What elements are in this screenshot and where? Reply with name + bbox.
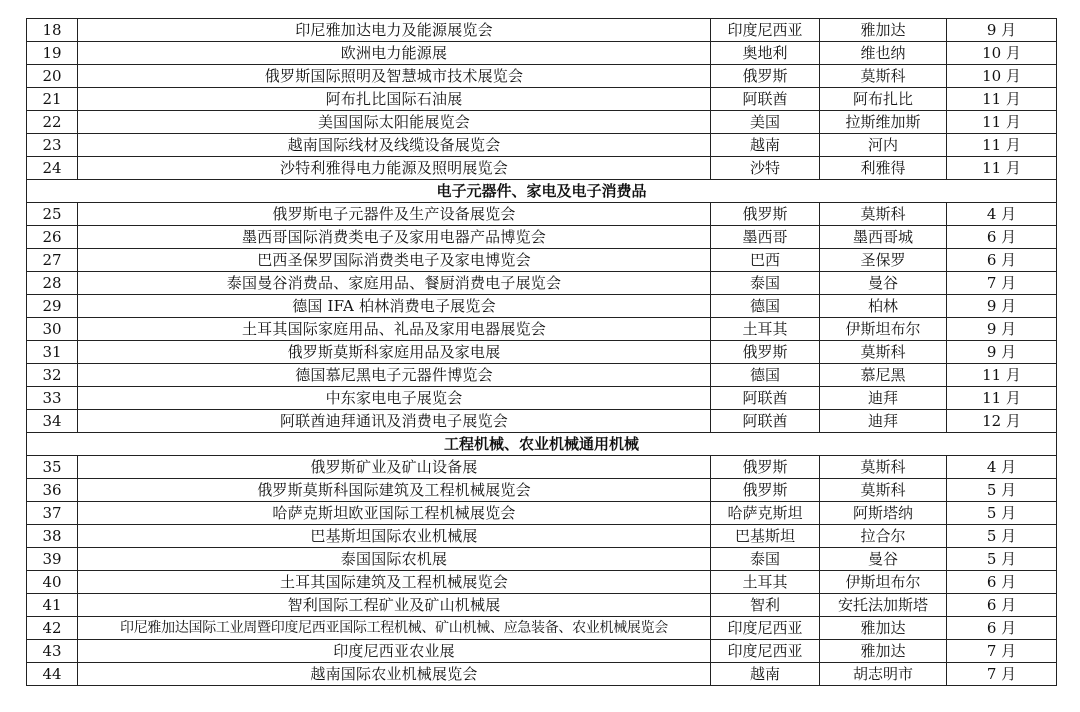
country-cell: 泰国 bbox=[711, 548, 820, 571]
exhibition-name-cell: 俄罗斯莫斯科家庭用品及家电展 bbox=[78, 341, 711, 364]
city-cell: 安托法加斯塔 bbox=[820, 594, 947, 617]
month-cell: 11 月 bbox=[947, 88, 1057, 111]
city-cell: 莫斯科 bbox=[820, 65, 947, 88]
exhibition-table-sheet bbox=[26, 18, 1056, 686]
city-cell: 拉斯维加斯 bbox=[820, 111, 947, 134]
city-cell: 墨西哥城 bbox=[820, 226, 947, 249]
row-number-cell: 25 bbox=[27, 203, 78, 226]
exhibition-name-cell: 德国慕尼黑电子元器件博览会 bbox=[78, 364, 711, 387]
city-cell: 胡志明市 bbox=[820, 663, 947, 686]
row-number-cell: 28 bbox=[27, 272, 78, 295]
table-row bbox=[27, 88, 1057, 111]
exhibition-name-cell: 俄罗斯国际照明及智慧城市技术展览会 bbox=[78, 65, 711, 88]
row-number-cell: 44 bbox=[27, 663, 78, 686]
exhibition-table bbox=[26, 18, 1057, 686]
city-cell: 阿布扎比 bbox=[820, 88, 947, 111]
exhibition-name-cell: 智利国际工程矿业及矿山机械展 bbox=[78, 594, 711, 617]
row-number-cell: 37 bbox=[27, 502, 78, 525]
table-row bbox=[27, 387, 1057, 410]
country-cell: 阿联酋 bbox=[711, 410, 820, 433]
row-number-cell: 32 bbox=[27, 364, 78, 387]
country-cell: 智利 bbox=[711, 594, 820, 617]
country-cell: 墨西哥 bbox=[711, 226, 820, 249]
city-cell: 曼谷 bbox=[820, 272, 947, 295]
city-cell: 雅加达 bbox=[820, 617, 947, 640]
exhibition-name-cell: 印尼雅加达国际工业周暨印度尼西亚国际工程机械、矿山机械、应急装备、农业机械展览会 bbox=[78, 617, 711, 640]
city-cell: 莫斯科 bbox=[820, 456, 947, 479]
month-cell: 11 月 bbox=[947, 157, 1057, 180]
table-row bbox=[27, 65, 1057, 88]
country-cell: 越南 bbox=[711, 663, 820, 686]
city-cell: 曼谷 bbox=[820, 548, 947, 571]
month-cell: 11 月 bbox=[947, 364, 1057, 387]
table-row bbox=[27, 226, 1057, 249]
row-number-cell: 27 bbox=[27, 249, 78, 272]
exhibition-name-cell: 印度尼西亚农业展 bbox=[78, 640, 711, 663]
city-cell: 伊斯坦布尔 bbox=[820, 571, 947, 594]
month-cell: 9 月 bbox=[947, 341, 1057, 364]
table-row bbox=[27, 134, 1057, 157]
city-cell: 利雅得 bbox=[820, 157, 947, 180]
table-row bbox=[27, 640, 1057, 663]
month-cell: 6 月 bbox=[947, 594, 1057, 617]
table-row bbox=[27, 617, 1057, 640]
country-cell: 哈萨克斯坦 bbox=[711, 502, 820, 525]
exhibition-name-cell: 中东家电电子展览会 bbox=[78, 387, 711, 410]
country-cell: 阿联酋 bbox=[711, 387, 820, 410]
row-number-cell: 21 bbox=[27, 88, 78, 111]
exhibition-name-cell: 俄罗斯莫斯科国际建筑及工程机械展览会 bbox=[78, 479, 711, 502]
exhibition-name-cell: 俄罗斯电子元器件及生产设备展览会 bbox=[78, 203, 711, 226]
country-cell: 俄罗斯 bbox=[711, 479, 820, 502]
exhibition-name-cell: 俄罗斯矿业及矿山设备展 bbox=[78, 456, 711, 479]
section-title: 电子元器件、家电及电子消费品 bbox=[27, 180, 1057, 203]
row-number-cell: 33 bbox=[27, 387, 78, 410]
row-number-cell: 18 bbox=[27, 19, 78, 42]
country-cell: 沙特 bbox=[711, 157, 820, 180]
exhibition-name-cell: 墨西哥国际消费类电子及家用电器产品博览会 bbox=[78, 226, 711, 249]
exhibition-name-cell: 越南国际农业机械展览会 bbox=[78, 663, 711, 686]
country-cell: 奥地利 bbox=[711, 42, 820, 65]
month-cell: 4 月 bbox=[947, 456, 1057, 479]
city-cell: 雅加达 bbox=[820, 640, 947, 663]
row-number-cell: 41 bbox=[27, 594, 78, 617]
country-cell: 巴西 bbox=[711, 249, 820, 272]
city-cell: 莫斯科 bbox=[820, 479, 947, 502]
exhibition-name-cell: 越南国际线材及线缆设备展览会 bbox=[78, 134, 711, 157]
month-cell: 12 月 bbox=[947, 410, 1057, 433]
country-cell: 印度尼西亚 bbox=[711, 19, 820, 42]
month-cell: 10 月 bbox=[947, 65, 1057, 88]
exhibition-name-cell: 土耳其国际家庭用品、礼品及家用电器展览会 bbox=[78, 318, 711, 341]
month-cell: 6 月 bbox=[947, 617, 1057, 640]
country-cell: 泰国 bbox=[711, 272, 820, 295]
row-number-cell: 38 bbox=[27, 525, 78, 548]
country-cell: 印度尼西亚 bbox=[711, 640, 820, 663]
table-row bbox=[27, 571, 1057, 594]
section-header-row bbox=[27, 433, 1057, 456]
month-cell: 6 月 bbox=[947, 249, 1057, 272]
city-cell: 伊斯坦布尔 bbox=[820, 318, 947, 341]
table-row bbox=[27, 456, 1057, 479]
exhibition-name-cell: 土耳其国际建筑及工程机械展览会 bbox=[78, 571, 711, 594]
exhibition-name-cell: 阿联酋迪拜通讯及消费电子展览会 bbox=[78, 410, 711, 433]
month-cell: 5 月 bbox=[947, 479, 1057, 502]
month-cell: 5 月 bbox=[947, 548, 1057, 571]
table-row bbox=[27, 663, 1057, 686]
month-cell: 9 月 bbox=[947, 19, 1057, 42]
row-number-cell: 34 bbox=[27, 410, 78, 433]
country-cell: 俄罗斯 bbox=[711, 341, 820, 364]
table-row bbox=[27, 157, 1057, 180]
row-number-cell: 35 bbox=[27, 456, 78, 479]
country-cell: 俄罗斯 bbox=[711, 456, 820, 479]
city-cell: 阿斯塔纳 bbox=[820, 502, 947, 525]
row-number-cell: 40 bbox=[27, 571, 78, 594]
table-row bbox=[27, 410, 1057, 433]
month-cell: 7 月 bbox=[947, 272, 1057, 295]
exhibition-table-body bbox=[27, 19, 1057, 686]
exhibition-name-cell: 巴西圣保罗国际消费类电子及家电博览会 bbox=[78, 249, 711, 272]
city-cell: 维也纳 bbox=[820, 42, 947, 65]
row-number-cell: 29 bbox=[27, 295, 78, 318]
table-row bbox=[27, 364, 1057, 387]
city-cell: 河内 bbox=[820, 134, 947, 157]
table-row bbox=[27, 341, 1057, 364]
exhibition-name-cell: 哈萨克斯坦欧亚国际工程机械展览会 bbox=[78, 502, 711, 525]
exhibition-name-cell: 德国 IFA 柏林消费电子展览会 bbox=[78, 295, 711, 318]
country-cell: 阿联酋 bbox=[711, 88, 820, 111]
country-cell: 德国 bbox=[711, 364, 820, 387]
row-number-cell: 43 bbox=[27, 640, 78, 663]
month-cell: 9 月 bbox=[947, 295, 1057, 318]
exhibition-name-cell: 美国国际太阳能展览会 bbox=[78, 111, 711, 134]
table-row bbox=[27, 479, 1057, 502]
exhibition-name-cell: 沙特利雅得电力能源及照明展览会 bbox=[78, 157, 711, 180]
table-row bbox=[27, 548, 1057, 571]
section-header-row bbox=[27, 180, 1057, 203]
month-cell: 6 月 bbox=[947, 571, 1057, 594]
country-cell: 印度尼西亚 bbox=[711, 617, 820, 640]
row-number-cell: 36 bbox=[27, 479, 78, 502]
table-row bbox=[27, 203, 1057, 226]
table-row bbox=[27, 249, 1057, 272]
month-cell: 5 月 bbox=[947, 525, 1057, 548]
table-row bbox=[27, 272, 1057, 295]
table-row bbox=[27, 42, 1057, 65]
month-cell: 10 月 bbox=[947, 42, 1057, 65]
city-cell: 迪拜 bbox=[820, 387, 947, 410]
table-row bbox=[27, 318, 1057, 341]
month-cell: 7 月 bbox=[947, 663, 1057, 686]
month-cell: 11 月 bbox=[947, 134, 1057, 157]
row-number-cell: 20 bbox=[27, 65, 78, 88]
country-cell: 巴基斯坦 bbox=[711, 525, 820, 548]
table-row bbox=[27, 525, 1057, 548]
country-cell: 德国 bbox=[711, 295, 820, 318]
country-cell: 美国 bbox=[711, 111, 820, 134]
row-number-cell: 24 bbox=[27, 157, 78, 180]
row-number-cell: 31 bbox=[27, 341, 78, 364]
country-cell: 越南 bbox=[711, 134, 820, 157]
city-cell: 拉合尔 bbox=[820, 525, 947, 548]
country-cell: 俄罗斯 bbox=[711, 203, 820, 226]
row-number-cell: 42 bbox=[27, 617, 78, 640]
section-title: 工程机械、农业机械通用机械 bbox=[27, 433, 1057, 456]
month-cell: 7 月 bbox=[947, 640, 1057, 663]
exhibition-name-cell: 印尼雅加达电力及能源展览会 bbox=[78, 19, 711, 42]
row-number-cell: 19 bbox=[27, 42, 78, 65]
city-cell: 莫斯科 bbox=[820, 203, 947, 226]
exhibition-name-cell: 泰国国际农机展 bbox=[78, 548, 711, 571]
month-cell: 9 月 bbox=[947, 318, 1057, 341]
table-row bbox=[27, 502, 1057, 525]
exhibition-name-cell: 阿布扎比国际石油展 bbox=[78, 88, 711, 111]
month-cell: 11 月 bbox=[947, 387, 1057, 410]
city-cell: 莫斯科 bbox=[820, 341, 947, 364]
city-cell: 雅加达 bbox=[820, 19, 947, 42]
row-number-cell: 22 bbox=[27, 111, 78, 134]
row-number-cell: 26 bbox=[27, 226, 78, 249]
exhibition-name-cell: 泰国曼谷消费品、家庭用品、餐厨消费电子展览会 bbox=[78, 272, 711, 295]
city-cell: 柏林 bbox=[820, 295, 947, 318]
country-cell: 土耳其 bbox=[711, 571, 820, 594]
row-number-cell: 30 bbox=[27, 318, 78, 341]
table-row bbox=[27, 295, 1057, 318]
month-cell: 11 月 bbox=[947, 111, 1057, 134]
city-cell: 圣保罗 bbox=[820, 249, 947, 272]
exhibition-name-cell: 巴基斯坦国际农业机械展 bbox=[78, 525, 711, 548]
city-cell: 慕尼黑 bbox=[820, 364, 947, 387]
country-cell: 土耳其 bbox=[711, 318, 820, 341]
month-cell: 4 月 bbox=[947, 203, 1057, 226]
country-cell: 俄罗斯 bbox=[711, 65, 820, 88]
table-row bbox=[27, 111, 1057, 134]
month-cell: 6 月 bbox=[947, 226, 1057, 249]
row-number-cell: 23 bbox=[27, 134, 78, 157]
table-row bbox=[27, 19, 1057, 42]
month-cell: 5 月 bbox=[947, 502, 1057, 525]
city-cell: 迪拜 bbox=[820, 410, 947, 433]
exhibition-name-cell: 欧洲电力能源展 bbox=[78, 42, 711, 65]
table-row bbox=[27, 594, 1057, 617]
row-number-cell: 39 bbox=[27, 548, 78, 571]
